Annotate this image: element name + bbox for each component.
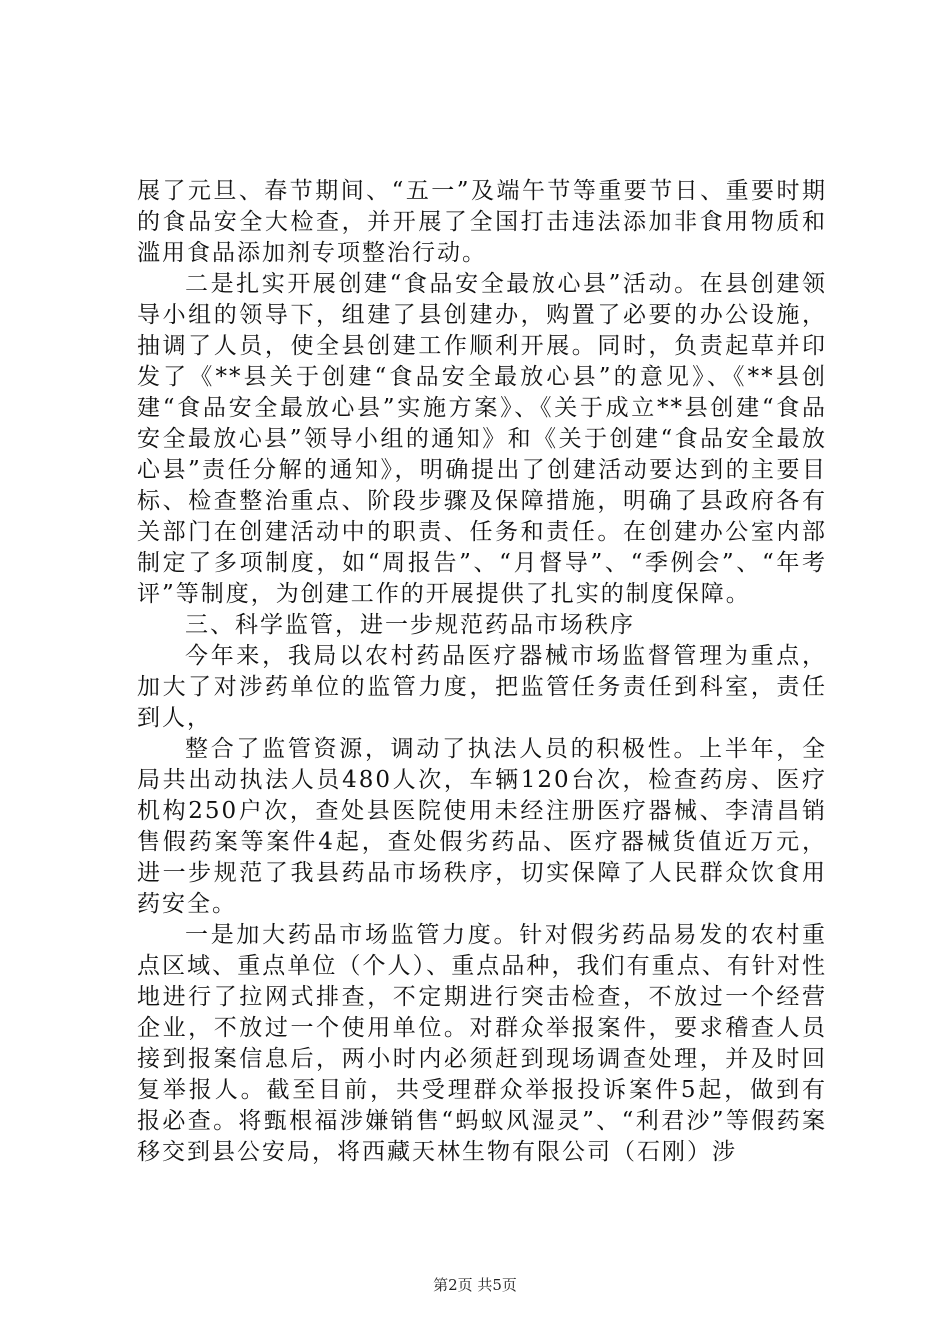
page-number-footer: 第2页 共5页 bbox=[433, 1276, 517, 1294]
paragraph-4: 今年来，我局以农村药品医疗器械市场监督管理为重点，加大了对涉药单位的监管力度，把监管任务责任到科室，责任到人， bbox=[137, 643, 827, 731]
paragraph-6: 一是加大药品市场监管力度。针对假劣药品易发的农村重点区域、重点单位（个人）、重点品种，我们有重点、有针对性地进行了拉网式排查，不定期进行突击检查，不放过一个经营企业，不放过一个使用单位。对群众举报案件，要求稽查人员接到报案信息后，两小时内必须赶到现场调查处理，并及时回复举报人。截至目前，共受理群众举报投诉案件5起，做到有报必查。将甄根福涉嫌销售“蚂蚁风湿灵”、“利君沙”等假药案移交到县公安局，将西藏天林生物有限公司（石刚）涉 bbox=[137, 922, 827, 1165]
paragraph-5: 整合了监管资源，调动了执法人员的积极性。上半年，全局共出动执法人员480人次，车辆120台次，检查药房、医疗机构250户次，查处县医院使用未经注册医疗器械、李清昌销售假药案等案件4起，查处假劣药品、医疗器械货值近万元，进一步规范了我县药品市场秩序，切实保障了人民群众饮食用药安全。 bbox=[137, 736, 827, 917]
section-heading-3: 三、科学监管，进一步规范药品市场秩序 bbox=[185, 612, 635, 638]
document-body bbox=[137, 176, 827, 1168]
paragraph-1: 展了元旦、春节期间、“五一”及端午节等重要节日、重要时期的食品安全大检查，并开展了全国打击违法添加非食用物质和滥用食品添加剂专项整治行动。 bbox=[137, 178, 827, 266]
paragraph-2: 二是扎实开展创建“食品安全最放心县”活动。在县创建领导小组的领导下，组建了县创建办，购置了必要的办公设施，抽调了人员，使全县创建工作顺利开展。同时，负责起草并印发了《**县关于创建“食品安全最放心县”的意见》、《**县创建“食品安全最放心县”实施方案》、《关于成立**县创建“食品安全最放心县”领导小组的通知》和《关于创建“食品安全最放心县”责任分解的通知》，明确提出了创建活动要达到的主要目标、检查整治重点、阶段步骤及保障措施，明确了县政府各有关部门在创建活动中的职责、任务和责任。在创建办公室内部制定了多项制度，如“周报告”、“月督导”、“季例会”、“年考评”等制度，为创建工作的开展提供了扎实的制度保障。 bbox=[137, 271, 827, 607]
